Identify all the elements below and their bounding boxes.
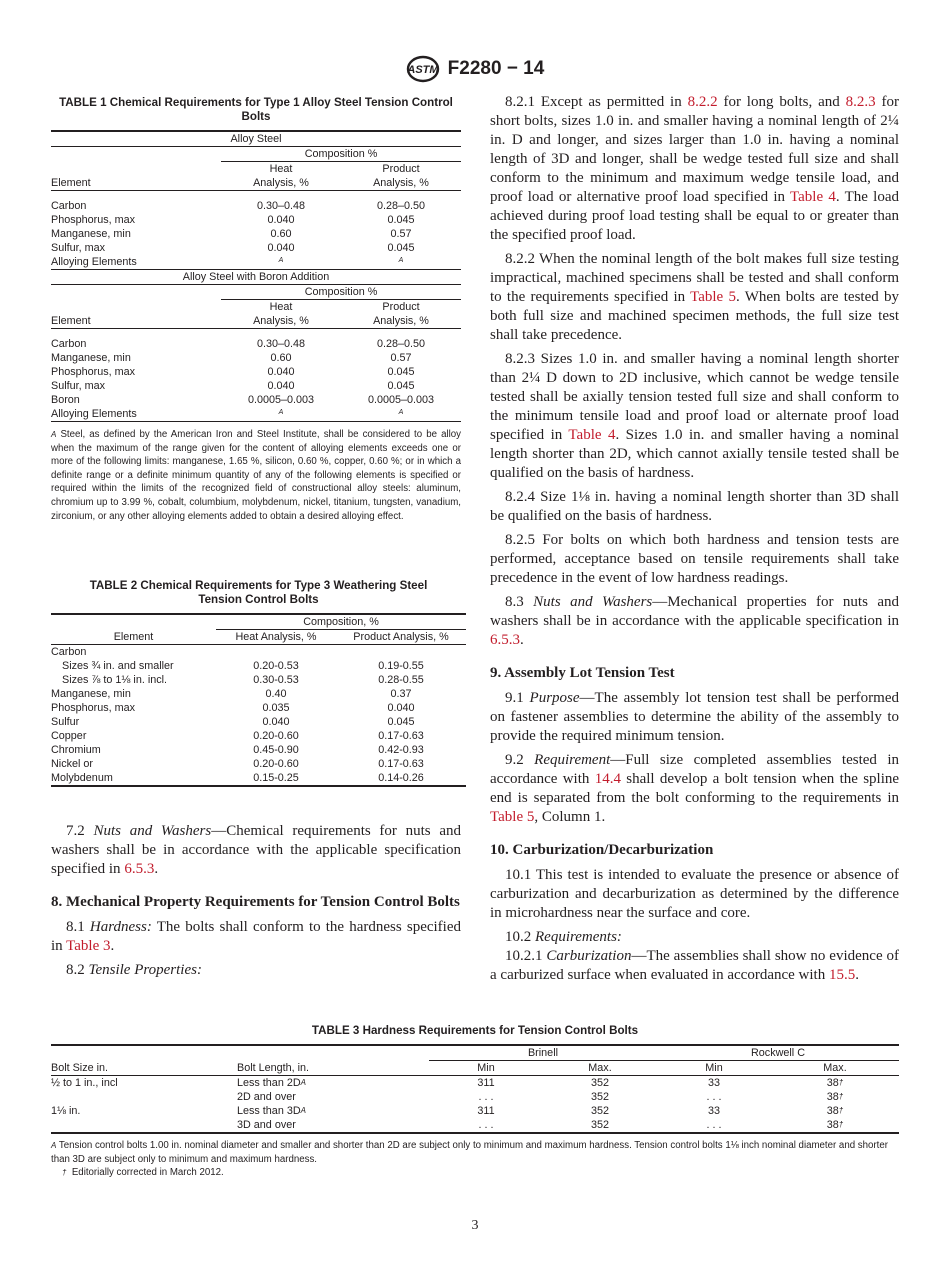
- table-3-size-label: Bolt Size in.: [51, 1061, 237, 1076]
- table-row: Sizes ¾ in. and smaller 0.20-0.53 0.19-0.55: [62, 660, 424, 672]
- table-3-rockwell-min-label: Min: [657, 1061, 771, 1076]
- table-row: Phosphorus, max 0.040 0.045: [51, 366, 415, 378]
- paragraph-10-1: 10.1 This test is intended to evaluate the presence or absence of carburization and decarburization as determined by the difference in microhardness near the surface and core.: [490, 867, 899, 921]
- link-8-2-3[interactable]: 8.2.3: [845, 94, 876, 110]
- paragraph-8-3: 8.3 Nuts and Washers—Mechanical properties for nuts and washers shall be in accordance with the applicable specification in 6.5.3.: [490, 594, 899, 648]
- table-row: Phosphorus, max 0.035 0.040: [51, 702, 415, 714]
- table-row: Sulfur, max 0.040 0.045: [51, 242, 415, 254]
- table-1: [51, 96, 461, 523]
- table-row: Boron 0.0005–0.003 0.0005–0.003: [51, 394, 435, 406]
- table-3-brinell-label: Brinell: [429, 1045, 657, 1061]
- table-1-heat-label-b2: Analysis, %: [221, 314, 341, 329]
- table-2-caption: TABLE 2 Chemical Requirements for Type 3 Weathering Steel Tension Control Bolts: [89, 579, 428, 606]
- table-row: Manganese, min 0.60 0.57: [51, 352, 412, 364]
- table-row: Phosphorus, max 0.040 0.045: [51, 214, 415, 226]
- right-column-text: [490, 93, 899, 990]
- table-1-product-label-2: Analysis, %: [341, 176, 461, 191]
- table-3-brinell-min-label: Min: [429, 1061, 543, 1076]
- paragraph-8-2-5: 8.2.5 For bolts on which both hardness and tension tests are performed, acceptance based on tensile requirements shall take precedence in the event of low hardness readings.: [490, 532, 899, 586]
- table-2: [51, 579, 466, 787]
- table-1-caption: TABLE 1 Chemical Requirements for Type 1 Alloy Steel Tension Control Bolts: [59, 96, 453, 123]
- table-row: Carbon 0.30–0.48 0.28–0.50: [51, 338, 426, 350]
- table-1-grid: [51, 130, 461, 422]
- link-6-5-3[interactable]: 6.5.3: [124, 861, 155, 877]
- table-2-heat-label: Heat Analysis, %: [216, 630, 336, 645]
- table-3-rockwell-max-label: Max.: [771, 1061, 899, 1076]
- table-row: Carbon 0.30–0.48 0.28–0.50: [51, 200, 426, 212]
- section-10-heading: 10. Carburization/Decarburization: [490, 842, 714, 858]
- table-2-grid: [51, 613, 466, 787]
- table-3: [51, 1024, 899, 1180]
- table-2-composition-label: Composition, %: [216, 614, 466, 630]
- table-row: Alloying Elements $^A$ $^A$: [51, 256, 404, 268]
- page-header: [0, 54, 950, 84]
- table-row: Nickel or 0.20-0.60 0.17-0.63: [51, 758, 424, 770]
- paragraph-7-2: 7.2 Nuts and Washers—Chemical requirements for nuts and washers shall be in accordance with the applicable specification specified in 6.5.3.: [51, 823, 461, 877]
- paragraph-8-1: 8.1 Hardness: The bolts shall conform to the hardness specified in Table 3.: [51, 919, 461, 954]
- link-table-4-b[interactable]: Table 4: [568, 427, 616, 443]
- table-3-footnote: $^A$ Tension control bolts 1.00 in. nominal diameter and smaller and shorter than 2D are subject only to minimum and maximum hardness. Tension control bolts 1⅛ inch nominal diameter and shorter than 3D are subject only to minimum and maximum hardness.: [51, 1140, 888, 1165]
- table-2-product-label: Product Analysis, %: [336, 630, 466, 645]
- paragraph-8-2: 8.2 Tensile Properties:: [66, 962, 202, 978]
- link-8-2-2[interactable]: 8.2.2: [687, 94, 718, 110]
- table-row: Sulfur, max 0.040 0.045: [51, 380, 415, 392]
- table-3-length-label: Bolt Length, in.: [237, 1061, 429, 1076]
- table-3-rockwell-label: Rockwell C: [657, 1045, 899, 1061]
- table-1-composition-label-b: Composition %: [221, 285, 461, 300]
- table-3-caption: TABLE 3 Hardness Requirements for Tension Control Bolts: [311, 1024, 639, 1037]
- table-1-product-label-b2: Analysis, %: [341, 314, 461, 329]
- paragraph-10-2-1: 10.2.1 Carburization—The assemblies shall show no evidence of a carburized surface when evaluated in accordance with 15.5.: [490, 948, 900, 983]
- table-row: Molybdenum 0.15-0.25 0.14-0.26: [51, 771, 466, 786]
- table-row: Manganese, min 0.40 0.37: [51, 688, 412, 700]
- link-table-5-b[interactable]: Table 5: [490, 809, 535, 825]
- table-row: Sizes ⅞ to 1⅛ in. incl. 0.30-0.53 0.28-0.55: [62, 674, 424, 686]
- table-row: Alloying Elements $^A$ $^A$: [51, 407, 461, 422]
- section-9-heading: 9. Assembly Lot Tension Test: [490, 665, 675, 681]
- paragraph-9-1: 9.1 Purpose—The assembly lot tension test shall be performed on fastener assemblies to determine the ability of the assembly to provide the required minimum tension.: [490, 690, 900, 744]
- paragraph-10-2: 10.2 Requirements:: [505, 929, 622, 945]
- table-1-composition-label: Composition %: [221, 147, 461, 162]
- table-1-section-b-title: Alloy Steel with Boron Addition: [51, 270, 461, 285]
- table-row: Sulfur 0.040 0.045: [51, 716, 415, 728]
- link-6-5-3-b[interactable]: 6.5.3: [490, 632, 520, 648]
- table-1-element-label-b: Element: [51, 314, 221, 329]
- standard-designation: F2280 − 14: [447, 58, 545, 79]
- table-2-element-label: Element: [51, 630, 216, 645]
- table-row: 2D and over . . . 352 . . . 38†: [237, 1091, 844, 1103]
- table-row: 3D and over . . . 352 . . . 38†: [51, 1118, 899, 1133]
- table-1-product-label-b: Product: [382, 301, 420, 313]
- paragraph-8-2-2: 8.2.2 When the nominal length of the bolt makes full size testing impractical, machined specimens shall be tested and shall conform to the requirements specified in Table 5. When bolts are tested by both full size and machined specimen methods, the full size test shall take precedence.: [490, 251, 899, 343]
- table-3-brinell-max-label: Max.: [543, 1061, 657, 1076]
- link-table-4[interactable]: Table 4: [790, 189, 836, 205]
- table-1-section-a-title: Alloy Steel: [51, 131, 461, 147]
- table-1-heat-label: Heat: [269, 163, 293, 175]
- table-1-element-label: Element: [51, 176, 221, 191]
- table-row: Manganese, min 0.60 0.57: [51, 228, 412, 240]
- table-row: 1⅛ in. Less than $3D^A$ 311 352 33 38†: [51, 1105, 844, 1117]
- table-row: ½ to 1 in., incl Less than $2D^A$ 311 352 33 38†: [51, 1077, 844, 1089]
- paragraph-8-2-3: 8.2.3 Sizes 1.0 in. and smaller having a nominal length shorter than 2¼ D down to 2D inclusive, which cannot be wedge tensile tested shall be axially tension tested full size and shall conform to the minimum tensile load and proof load or alternate proof load specified in Table 4. Sizes 1.0 in. and smaller having a nominal length shorter than 2D, which cannot axially tensile tested shall be qualified on the basis of hardness.: [490, 351, 899, 481]
- table-row: Chromium 0.45-0.90 0.42-0.93: [51, 744, 424, 756]
- table-1-heat-label-2: Analysis, %: [221, 176, 341, 191]
- link-table-3[interactable]: Table 3: [66, 938, 111, 954]
- astm-logo-icon: [406, 54, 440, 84]
- paragraph-9-2: 9.2 Requirement—Full size completed assemblies tested in accordance with 14.4 shall develop a bolt tension when the spline end is separated from the bolt conforming to the requirements in Table 5, Column 1.: [490, 752, 900, 825]
- link-14-4[interactable]: 14.4: [594, 771, 621, 787]
- table-row: Copper 0.20-0.60 0.17-0.63: [51, 730, 424, 742]
- left-column-text: [51, 822, 461, 985]
- table-1-heat-label-b: Heat: [269, 301, 293, 313]
- section-8-heading: 8. Mechanical Property Requirements for Tension Control Bolts: [51, 894, 460, 910]
- table-row: Carbon: [51, 646, 87, 658]
- paragraph-8-2-4: 8.2.4 Size 1⅛ in. having a nominal length shorter than 3D shall be qualified on the basis of hardness.: [490, 489, 899, 524]
- page-number: 3: [471, 1218, 479, 1233]
- table-1-product-label: Product: [382, 163, 420, 175]
- link-table-5[interactable]: Table 5: [690, 289, 736, 305]
- svg-text:ASTM: ASTM: [407, 64, 439, 76]
- paragraph-8-2-1: 8.2.1 Except as permitted in 8.2.2 for long bolts, and 8.2.3 for short bolts, sizes 1.0 in. and smaller having a nominal length of 2¼ in. D and longer, and sizes larger than 1.0 in. having a nominal length of 3D and longer, shall be wedge tested full size and shall conform to the minimum and maximum wedge tensile load, and proof load or alternative proof load specified in Table 4. The load achieved during proof load testing shall be equal to or greater than the specified proof load.: [490, 94, 899, 243]
- table-1-footnote: $^A$ Steel, as defined by the American Iron and Steel Institute, shall be considered to be alloy when the maximum of the range given for the content of alloying elements exceeds one or more of the following limits: manganese, 1.65 %, silicon, 0.60 %, copper, 0.60 %; or in which a definite range or a definite minimum quantity of any of the following elements is specified or required within the limits of the recognized field of constructional alloy steels: aluminum, chromium up to 3.99 %, cobalt, columbium, molybdenum, nickel, titanium, tungsten, vanadium, zirconium, or any other alloying elements added to obtain a desired alloying effect.: [51, 429, 461, 522]
- table-3-footnote-2: † Editorially corrected in March 2012.: [62, 1167, 224, 1179]
- link-15-5[interactable]: 15.5: [828, 967, 856, 983]
- table-3-grid: [51, 1044, 899, 1134]
